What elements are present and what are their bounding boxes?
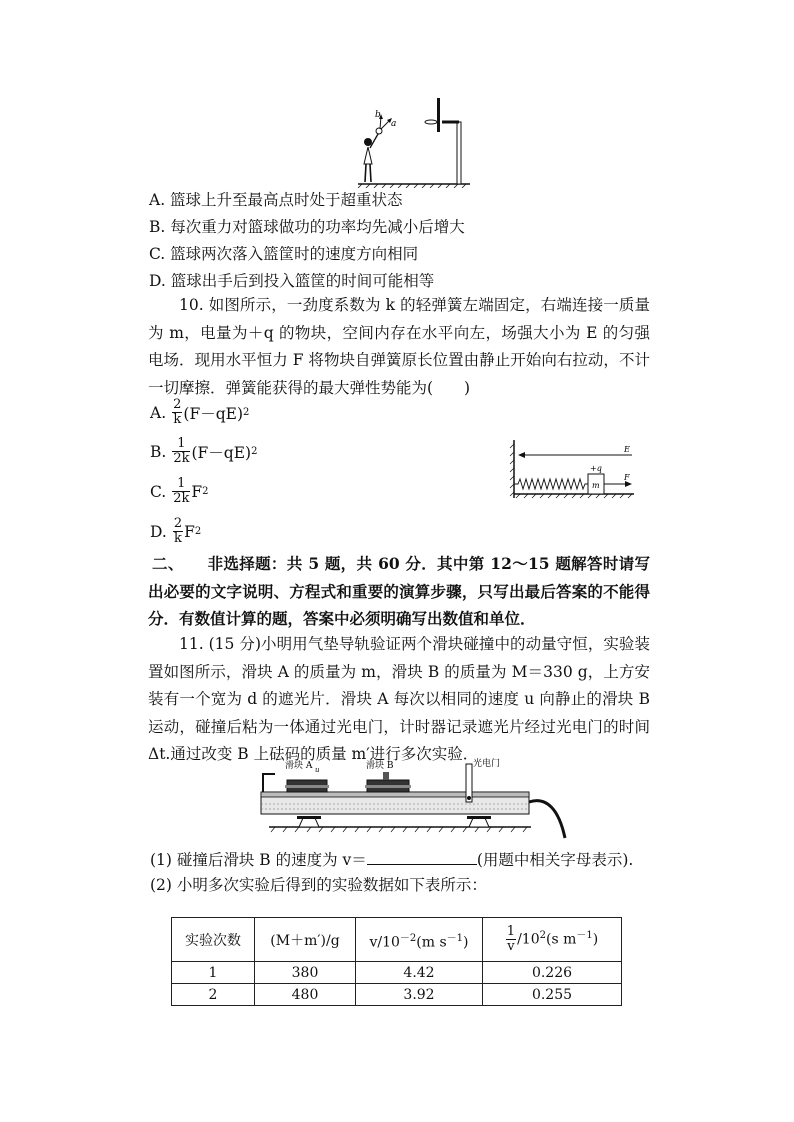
q11-sub1-prefix: (1) 碰撞后滑块 B 的速度为 v＝ xyxy=(150,851,367,869)
header-inv-fraction xyxy=(506,925,516,954)
header-inv-exp: 2 xyxy=(539,929,546,941)
q11-stem xyxy=(148,631,650,769)
q10-option-b-label: B. xyxy=(150,442,167,461)
q10-option-d-sup: 2 xyxy=(194,526,202,537)
q9-option-a: A. 篮球上升至最高点时处于超重状态 xyxy=(149,191,403,209)
header-inv-unit-exp: －1 xyxy=(576,929,593,941)
header-inv-unit: (s m xyxy=(545,931,577,948)
q10-option-b-den: 2k xyxy=(173,451,190,466)
q10-option-c-den: 2k xyxy=(173,491,190,506)
table-row xyxy=(172,962,622,984)
cell-trial: 2 xyxy=(172,984,255,1006)
table-header-row xyxy=(172,918,622,962)
air-track-figure xyxy=(255,752,575,844)
q10-option-c xyxy=(150,477,209,506)
q11-stem-text: 11. (15 分)小明用气垫导轨验证两个滑块碰撞中的动量守恒，实验装置如图所示，滑块 A 的质量为 m，滑块 B 的质量为 M＝330 g，上方安装有一个宽为 d 的遮光片．滑块 A 每次以相同的速度 u 向静止的滑块 B 运动，碰撞后粘为一体通过光电门，计时器记录遮光片经过光电门的时间 Δt.通过改变 B 上砝码的质量 m′进行多次实验． xyxy=(148,635,650,763)
data-table xyxy=(171,917,622,1006)
header-velocity-base: v/10 xyxy=(369,934,400,951)
q10-option-a-sup: 2 xyxy=(243,407,250,418)
q9-option-b: B. 每次重力对篮球做功的功率均先减小后增大 xyxy=(149,218,465,236)
q10-option-b-sup: 2 xyxy=(251,446,258,457)
cell-mass: 380 xyxy=(255,962,356,984)
header-mass: (M＋m′)/g xyxy=(255,918,356,962)
force-label-f: F xyxy=(624,473,630,482)
header-velocity-unit-exp: －1 xyxy=(446,932,464,944)
q10-option-d-den: k xyxy=(174,531,182,546)
q10-option-a-expr: (F－qE) xyxy=(183,404,243,423)
header-inv-close: ) xyxy=(592,931,599,948)
q10-option-d-label: D. xyxy=(150,522,167,541)
header-inv-num: 1 xyxy=(506,924,516,939)
cell-inverse: 0.255 xyxy=(483,984,622,1006)
q10-option-c-fraction xyxy=(172,477,190,506)
q10-option-b-fraction xyxy=(172,437,190,466)
label-b: b xyxy=(375,110,381,120)
q10-option-d xyxy=(150,517,201,546)
cell-mass: 480 xyxy=(255,984,356,1006)
label-velocity-u: u xyxy=(315,766,320,774)
q10-option-b-expr: (F－qE) xyxy=(191,443,252,462)
header-inv-den: v xyxy=(507,939,515,954)
field-label-e: E xyxy=(624,445,630,454)
cell-velocity: 4.42 xyxy=(356,962,483,984)
basketball-figure xyxy=(340,92,480,188)
q10-option-a-num: 2 xyxy=(173,397,182,412)
q10-stem-text: 10. 如图所示，一劲度系数为 k 的轻弹簧左端固定，右端连接一质量为 m，电量为＋q 的物块，空间内存在水平向左，场强大小为 E 的匀强电场．现用水平恒力 F 将物块自弹簧原长位置由静止开始向右拉动，不计一切摩擦．弹簧能获得的最大弹性势能为( ) xyxy=(148,296,650,397)
q10-option-d-num: 2 xyxy=(173,516,183,531)
header-velocity-unit: (m s xyxy=(416,934,447,951)
q10-option-a-fraction xyxy=(172,398,182,427)
q10-option-c-label: C. xyxy=(150,482,167,501)
block-label-m: m xyxy=(592,481,600,490)
cell-trial: 1 xyxy=(172,962,255,984)
header-velocity xyxy=(356,918,483,962)
q10-stem xyxy=(148,292,650,402)
q10-option-c-sup: 2 xyxy=(202,486,209,497)
header-trial: 实验次数 xyxy=(172,918,255,962)
label-slider-a: 滑块 A xyxy=(285,761,313,771)
header-inv-base: /10 xyxy=(517,931,540,948)
label-photogate: 光电门 xyxy=(473,759,501,769)
q10-option-a-label: A. xyxy=(150,403,167,422)
q10-option-c-num: 1 xyxy=(172,477,190,492)
answer-blank[interactable] xyxy=(367,848,477,865)
q10-option-a xyxy=(150,398,249,427)
q9-option-c: C. 篮球两次落入篮筐时的速度方向相同 xyxy=(149,245,419,263)
q10-option-b xyxy=(150,437,257,466)
q11-sub1 xyxy=(150,848,633,871)
charge-label-q: +q xyxy=(590,464,602,473)
q11-sub2: (2) 小明多次实验后得到的实验数据如下表所示： xyxy=(150,876,487,894)
cell-inverse: 0.226 xyxy=(483,962,622,984)
q10-option-d-expr: F xyxy=(184,522,195,541)
cell-velocity: 3.92 xyxy=(356,984,483,1006)
section2-header-text: 二、 非选择题：共 5 题，共 60 分．其中第 12～15 题解答时请写出必要的文字说明、方程式和重要的演算步骤，只写出最后答案的不能得分．有数值计算的题，答案中必须明确写出数值和单位． xyxy=(148,554,650,628)
section2-header xyxy=(148,550,650,633)
q9-option-d: D. 篮球出手后到投入篮筐的时间可能相等 xyxy=(149,272,435,290)
table-row xyxy=(172,984,622,1006)
q10-option-b-num: 1 xyxy=(172,437,190,452)
q11-sub1-suffix: (用题中相关字母表示). xyxy=(476,851,634,869)
q10-option-c-expr: F xyxy=(191,482,203,501)
header-inverse-velocity xyxy=(483,918,622,962)
label-a: a xyxy=(391,119,397,129)
q10-option-d-fraction xyxy=(173,517,183,546)
header-velocity-close: ) xyxy=(463,934,469,951)
q10-option-a-den: k xyxy=(173,412,182,427)
header-velocity-exp: －2 xyxy=(399,932,417,944)
spring-block-figure xyxy=(508,438,638,504)
label-slider-b: 滑块 B xyxy=(366,761,394,771)
